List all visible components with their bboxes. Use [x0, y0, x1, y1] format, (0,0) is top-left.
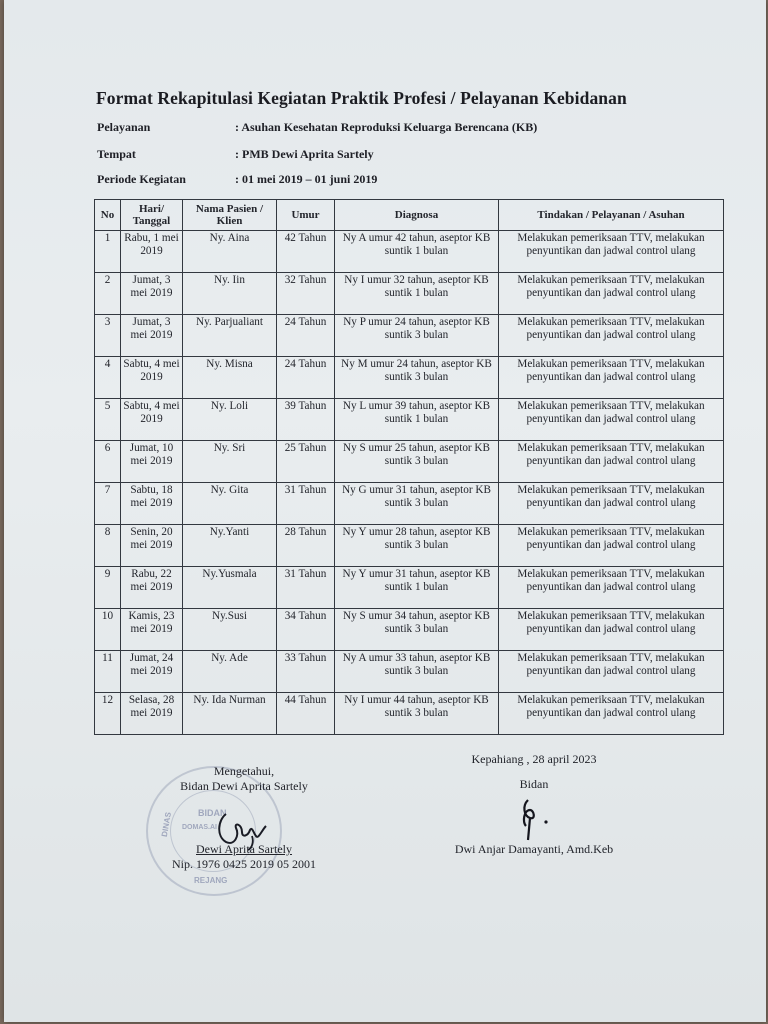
signature-name: Dwi Anjar Damayanti, Amd.Keb [454, 842, 614, 856]
row-patient-name: Ny. Loli [183, 399, 277, 441]
row-diagnosis: Ny A umur 42 tahun, aseptor KB suntik 1 bulan [335, 231, 499, 273]
row-age: 28 Tahun [277, 525, 335, 567]
row-action: Melakukan pemeriksaan TTV, melakukan penyuntikan dan jadwal control ulang [499, 441, 724, 483]
row-age: 32 Tahun [277, 273, 335, 315]
document-title: Format Rekapitulasi Kegiatan Praktik Profesi / Pelayanan Kebidanan [96, 88, 627, 108]
row-action: Melakukan pemeriksaan TTV, melakukan penyuntikan dan jadwal control ulang [499, 315, 724, 357]
row-action: Melakukan pemeriksaan TTV, melakukan penyuntikan dan jadwal control ulang [499, 567, 724, 609]
row-no: 2 [95, 273, 121, 315]
row-patient-name: Ny. Ade [183, 651, 277, 693]
row-date: Jumat, 10 mei 2019 [121, 441, 183, 483]
row-action: Melakukan pemeriksaan TTV, melakukan penyuntikan dan jadwal control ulang [499, 525, 724, 567]
row-diagnosis: Ny I umur 44 tahun, aseptor KB suntik 3 bulan [335, 693, 499, 735]
row-no: 3 [95, 315, 121, 357]
row-patient-name: Ny. Ida Nurman [183, 693, 277, 735]
row-date: Rabu, 22 mei 2019 [121, 567, 183, 609]
signature-place-date: Kepahiang , 28 april 2023 [471, 752, 597, 766]
row-no: 12 [95, 693, 121, 735]
signature-heading: Mengetahui, [213, 764, 275, 778]
row-diagnosis: Ny Y umur 31 tahun, aseptor KB suntik 1 bulan [335, 567, 499, 609]
row-diagnosis: Ny I umur 32 tahun, aseptor KB suntik 1 bulan [335, 273, 499, 315]
header-action: Tindakan / Pelayanan / Asuhan [499, 200, 724, 231]
row-age: 24 Tahun [277, 357, 335, 399]
row-patient-name: Ny.Yanti [183, 525, 277, 567]
row-diagnosis: Ny S umur 34 tahun, aseptor KB suntik 3 bulan [335, 609, 499, 651]
signature-role: Bidan Dewi Aprita Sartely [180, 779, 308, 793]
row-action: Melakukan pemeriksaan TTV, melakukan penyuntikan dan jadwal control ulang [499, 651, 724, 693]
signature-nip: Nip. 1976 0425 2019 05 2001 [172, 857, 316, 871]
row-action: Melakukan pemeriksaan TTV, melakukan penyuntikan dan jadwal control ulang [499, 693, 724, 735]
handwritten-signature-right [512, 796, 556, 844]
signature-role: Bidan [519, 777, 549, 791]
row-no: 7 [95, 483, 121, 525]
row-age: 34 Tahun [277, 609, 335, 651]
row-age: 33 Tahun [277, 651, 335, 693]
table-row [95, 231, 724, 273]
row-age: 42 Tahun [277, 231, 335, 273]
meta-label: Periode Kegiatan [97, 172, 186, 186]
table-row [95, 441, 724, 483]
header-name: Nama Pasien / Klien [183, 200, 277, 231]
header-date: Hari/ Tanggal [121, 200, 183, 231]
meta-pelayanan [97, 120, 537, 135]
row-no: 10 [95, 609, 121, 651]
table-row [95, 273, 724, 315]
row-no: 4 [95, 357, 121, 399]
row-age: 39 Tahun [277, 399, 335, 441]
row-diagnosis: Ny M umur 24 tahun, aseptor KB suntik 3 bulan [335, 357, 499, 399]
table-row [95, 567, 724, 609]
table-row [95, 357, 724, 399]
row-date: Senin, 20 mei 2019 [121, 525, 183, 567]
row-date: Jumat, 3 mei 2019 [121, 273, 183, 315]
table-row [95, 609, 724, 651]
row-no: 6 [95, 441, 121, 483]
row-diagnosis: Ny S umur 25 tahun, aseptor KB suntik 3 bulan [335, 441, 499, 483]
row-date: Jumat, 3 mei 2019 [121, 315, 183, 357]
row-patient-name: Ny. Misna [183, 357, 277, 399]
signature-name: Dewi Aprita Sartely [196, 842, 292, 856]
row-age: 31 Tahun [277, 483, 335, 525]
table-row [95, 525, 724, 567]
header-no: No [95, 200, 121, 231]
row-age: 25 Tahun [277, 441, 335, 483]
row-date: Kamis, 23 mei 2019 [121, 609, 183, 651]
table-row [95, 693, 724, 735]
row-no: 11 [95, 651, 121, 693]
table-row [95, 399, 724, 441]
row-patient-name: Ny. Gita [183, 483, 277, 525]
table-row [95, 651, 724, 693]
row-date: Rabu, 1 mei 2019 [121, 231, 183, 273]
row-date: Jumat, 24 mei 2019 [121, 651, 183, 693]
row-date: Sabtu, 18 mei 2019 [121, 483, 183, 525]
table-row [95, 483, 724, 525]
row-diagnosis: Ny Y umur 28 tahun, aseptor KB suntik 3 bulan [335, 525, 499, 567]
row-patient-name: Ny.Susi [183, 609, 277, 651]
row-age: 31 Tahun [277, 567, 335, 609]
header-age: Umur [277, 200, 335, 231]
row-patient-name: Ny. Sri [183, 441, 277, 483]
row-diagnosis: Ny P umur 24 tahun, aseptor KB suntik 3 bulan [335, 315, 499, 357]
row-action: Melakukan pemeriksaan TTV, melakukan penyuntikan dan jadwal control ulang [499, 609, 724, 651]
table-header-row [95, 200, 724, 231]
official-stamp: DINAS REJANG BIDAN DOMAS.AI [146, 766, 282, 896]
document-page [4, 0, 766, 1022]
meta-value: : 01 mei 2019 – 01 juni 2019 [235, 172, 378, 186]
meta-value: : Asuhan Kesehatan Reproduksi Keluarga Berencana (KB) [235, 120, 538, 134]
row-date: Sabtu, 4 mei 2019 [121, 399, 183, 441]
row-action: Melakukan pemeriksaan TTV, melakukan penyuntikan dan jadwal control ulang [499, 231, 724, 273]
row-no: 9 [95, 567, 121, 609]
meta-tempat [97, 147, 374, 162]
row-patient-name: Ny. Parjualiant [183, 315, 277, 357]
row-patient-name: Ny. Aina [183, 231, 277, 273]
table-row [95, 315, 724, 357]
row-patient-name: Ny.Yusmala [183, 567, 277, 609]
row-date: Selasa, 28 mei 2019 [121, 693, 183, 735]
row-diagnosis: Ny A umur 33 tahun, aseptor KB suntik 3 bulan [335, 651, 499, 693]
meta-label: Pelayanan [97, 120, 151, 134]
row-age: 44 Tahun [277, 693, 335, 735]
row-diagnosis: Ny G umur 31 tahun, aseptor KB suntik 3 bulan [335, 483, 499, 525]
row-action: Melakukan pemeriksaan TTV, melakukan penyuntikan dan jadwal control ulang [499, 273, 724, 315]
row-date: Sabtu, 4 mei 2019 [121, 357, 183, 399]
meta-periode [97, 172, 377, 187]
row-action: Melakukan pemeriksaan TTV, melakukan penyuntikan dan jadwal control ulang [499, 483, 724, 525]
row-action: Melakukan pemeriksaan TTV, melakukan penyuntikan dan jadwal control ulang [499, 357, 724, 399]
row-age: 24 Tahun [277, 315, 335, 357]
row-no: 5 [95, 399, 121, 441]
handwritten-signature-left [212, 806, 272, 852]
table-body [95, 231, 724, 735]
meta-label: Tempat [97, 147, 136, 161]
recap-table [94, 199, 724, 735]
header-diagnosis: Diagnosa [335, 200, 499, 231]
row-no: 1 [95, 231, 121, 273]
row-diagnosis: Ny L umur 39 tahun, aseptor KB suntik 1 bulan [335, 399, 499, 441]
row-patient-name: Ny. Iin [183, 273, 277, 315]
row-no: 8 [95, 525, 121, 567]
meta-value: : PMB Dewi Aprita Sartely [235, 147, 374, 161]
row-action: Melakukan pemeriksaan TTV, melakukan penyuntikan dan jadwal control ulang [499, 399, 724, 441]
